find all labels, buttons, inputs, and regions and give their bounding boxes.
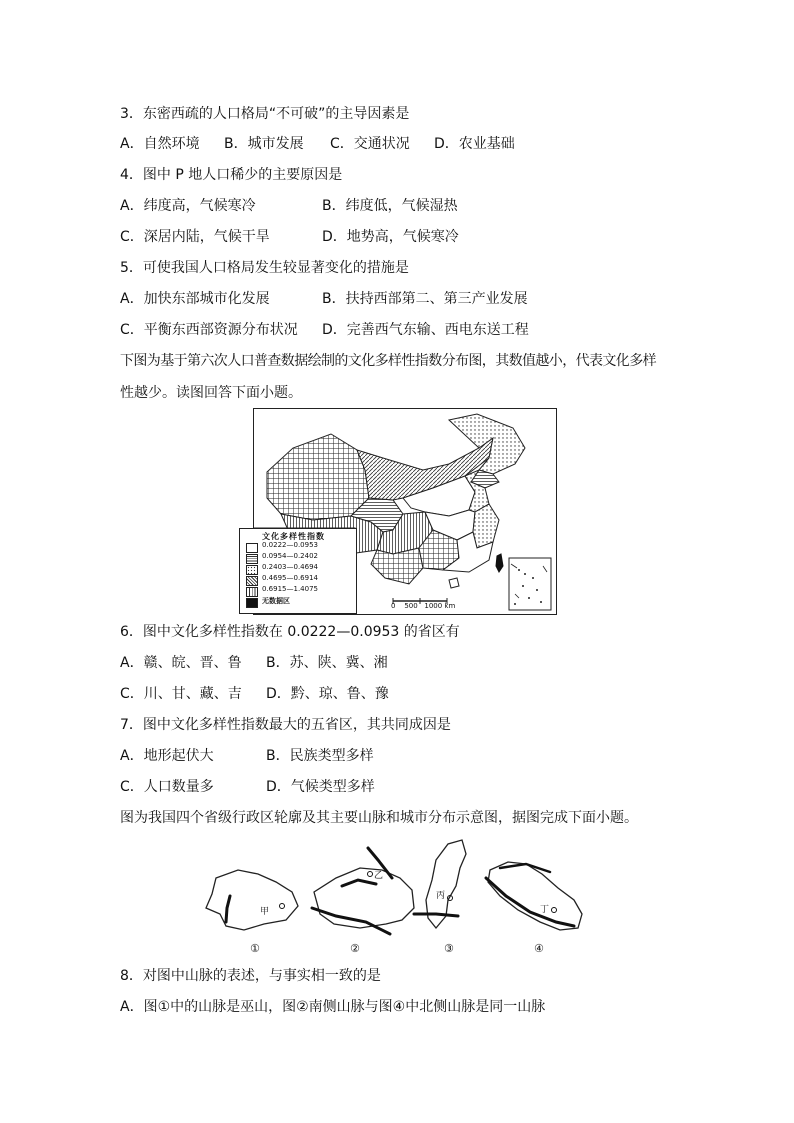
question-3-stem: 3．东密西疏的人口格局“不可破”的主导因素是 <box>120 106 410 122</box>
question-8-option-a: A．图①中的山脉是巫山，图②南侧山脉与图④中北侧山脉是同一山脉 <box>120 999 546 1015</box>
question-4-stem: 4．图中 P 地人口稀少的主要原因是 <box>120 167 343 183</box>
option-d: D．地势高，气候寒冷 <box>322 229 459 245</box>
option-d: D．农业基础 <box>434 136 515 152</box>
legend-item: 无数据区 <box>262 597 290 605</box>
legend-item: 0.0222—0.0953 <box>262 541 318 549</box>
question-8-stem: 8．对图中山脉的表述，与事实相一致的是 <box>120 968 381 984</box>
question-6-stem: 6．图中文化多样性指数在 0.0222—0.0953 的省区有 <box>120 624 460 640</box>
figure-number-4: ④ <box>534 942 544 955</box>
city-label-jia: 甲 <box>260 907 270 917</box>
intro-paragraph-line-2: 性越少。读图回答下面小题。 <box>120 385 302 401</box>
option-b: B．苏、陕、冀、湘 <box>266 655 388 671</box>
option-c: C．川、甘、藏、吉 <box>120 686 242 702</box>
question-7-stem: 7．图中文化多样性指数最大的五省区，其共同成因是 <box>120 717 451 733</box>
legend-item: 0.4695—0.6914 <box>262 574 318 582</box>
intro-paragraph-line-1: 下图为基于第六次人口普查数据绘制的文化多样性指数分布图，其数值越小，代表文化多样 <box>120 353 656 369</box>
option-d: D．完善西气东输、西电东送工程 <box>322 322 529 338</box>
legend-item: 0.0954—0.2402 <box>262 552 318 560</box>
legend-title: 文化多样性指数 <box>262 532 325 541</box>
option-c: C．平衡东西部资源分布状况 <box>120 322 298 338</box>
intro-paragraph-2: 图为我国四个省级行政区轮廓及其主要山脉和城市分布示意图，据图完成下面小题。 <box>120 810 638 826</box>
option-a: A．地形起伏大 <box>120 748 214 764</box>
map-legend <box>239 528 357 614</box>
option-b: B．城市发展 <box>224 136 304 152</box>
city-label-yi: 乙 <box>374 871 384 881</box>
cultural-diversity-map <box>253 408 557 615</box>
province-outlines-figure <box>200 834 600 960</box>
option-c: C．深居内陆，气候干旱 <box>120 229 270 245</box>
legend-swatch <box>246 554 258 564</box>
option-d: D．气候类型多样 <box>266 779 375 795</box>
option-b: B．扶持西部第二、第三产业发展 <box>322 291 528 307</box>
option-a: A．纬度高，气候寒冷 <box>120 198 256 214</box>
option-a: A．加快东部城市化发展 <box>120 291 270 307</box>
legend-swatch <box>246 543 258 553</box>
option-b: B．民族类型多样 <box>266 748 374 764</box>
figure-number-3: ③ <box>444 942 454 955</box>
option-b: B．纬度低，气候湿热 <box>322 198 458 214</box>
figure-number-1: ① <box>250 942 260 955</box>
legend-swatch <box>246 565 258 575</box>
option-a: A．自然环境 <box>120 136 200 152</box>
city-label-ding: 丁 <box>540 905 550 915</box>
city-label-bing: 丙 <box>436 891 446 901</box>
legend-swatch <box>246 598 258 608</box>
legend-item: 0.6915—1.4075 <box>262 585 318 593</box>
option-a: A．赣、皖、晋、鲁 <box>120 655 242 671</box>
legend-swatch <box>246 576 258 586</box>
legend-swatch <box>246 587 258 597</box>
legend-item: 0.2403—0.4694 <box>262 563 318 571</box>
figure-number-2: ② <box>350 942 360 955</box>
option-c: C．人口数量多 <box>120 779 214 795</box>
option-d: D．黔、琼、鲁、豫 <box>266 686 389 702</box>
option-c: C．交通状况 <box>330 136 410 152</box>
question-5-stem: 5．可使我国人口格局发生较显著变化的措施是 <box>120 260 409 276</box>
scale-label: 0 500 1000 km <box>391 602 456 610</box>
